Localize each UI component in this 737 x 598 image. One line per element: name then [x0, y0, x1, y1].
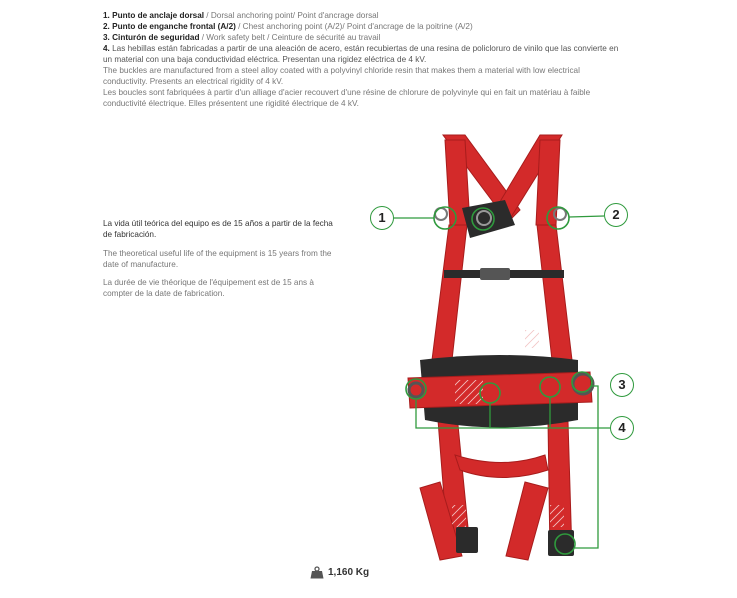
life-es: La vida útil teórica del equipo es de 15 años a partir de la fecha de fabricación.	[103, 219, 333, 239]
life-en: The theoretical useful life of the equipment is 15 years from the date of manufacture.	[103, 249, 332, 269]
spec-3: 3. Cinturón de seguridad / Work safety belt / Ceinture de sécurité au travail	[103, 33, 381, 42]
spec-4-fr: Les boucles sont fabriquées à partir d'un alliage d'acier recouvert d'une résine de chlorure de polyvinyle qui en fait un matériau à faible conductivité électrique. Elles présentent une rigidité électrique de 4 kV.	[103, 88, 591, 108]
spec-1: 1. Punto de anclaje dorsal / Dorsal anchoring point/ Point d'ancrage dorsal	[103, 11, 379, 20]
callout-4: 4	[610, 416, 634, 440]
spec-4: 4. Las hebillas están fabricadas a partir de una aleación de acero, están recubiertas de una resina de policloruro de vinilo que las convierte en un material con una baja conductividad eléctrica. Presentan una rigidez eléctrica de 4 kV.	[103, 44, 619, 64]
weight-icon	[310, 566, 324, 579]
weight-value: 1,160 Kg	[328, 567, 370, 578]
callout-3: 3	[610, 373, 634, 397]
weight-label	[310, 566, 369, 579]
spec-2: 2. Punto de enganche frontal (A/2) / Chest anchoring point (A/2)/ Point d'ancrage de la poitrine (A/2)	[103, 22, 473, 31]
callout-2: 2	[604, 203, 628, 227]
callout-1: 1	[370, 206, 394, 230]
spec-4-en: The buckles are manufactured from a steel alloy coated with a polyvinyl chloride resin that makes them a material with low electrical conductivity. Presents an electrical rigidity of 4 kV.	[103, 66, 580, 86]
life-fr: La durée de vie théorique de l'équipement est de 15 ans à compter de la date de fabrication.	[103, 278, 314, 298]
